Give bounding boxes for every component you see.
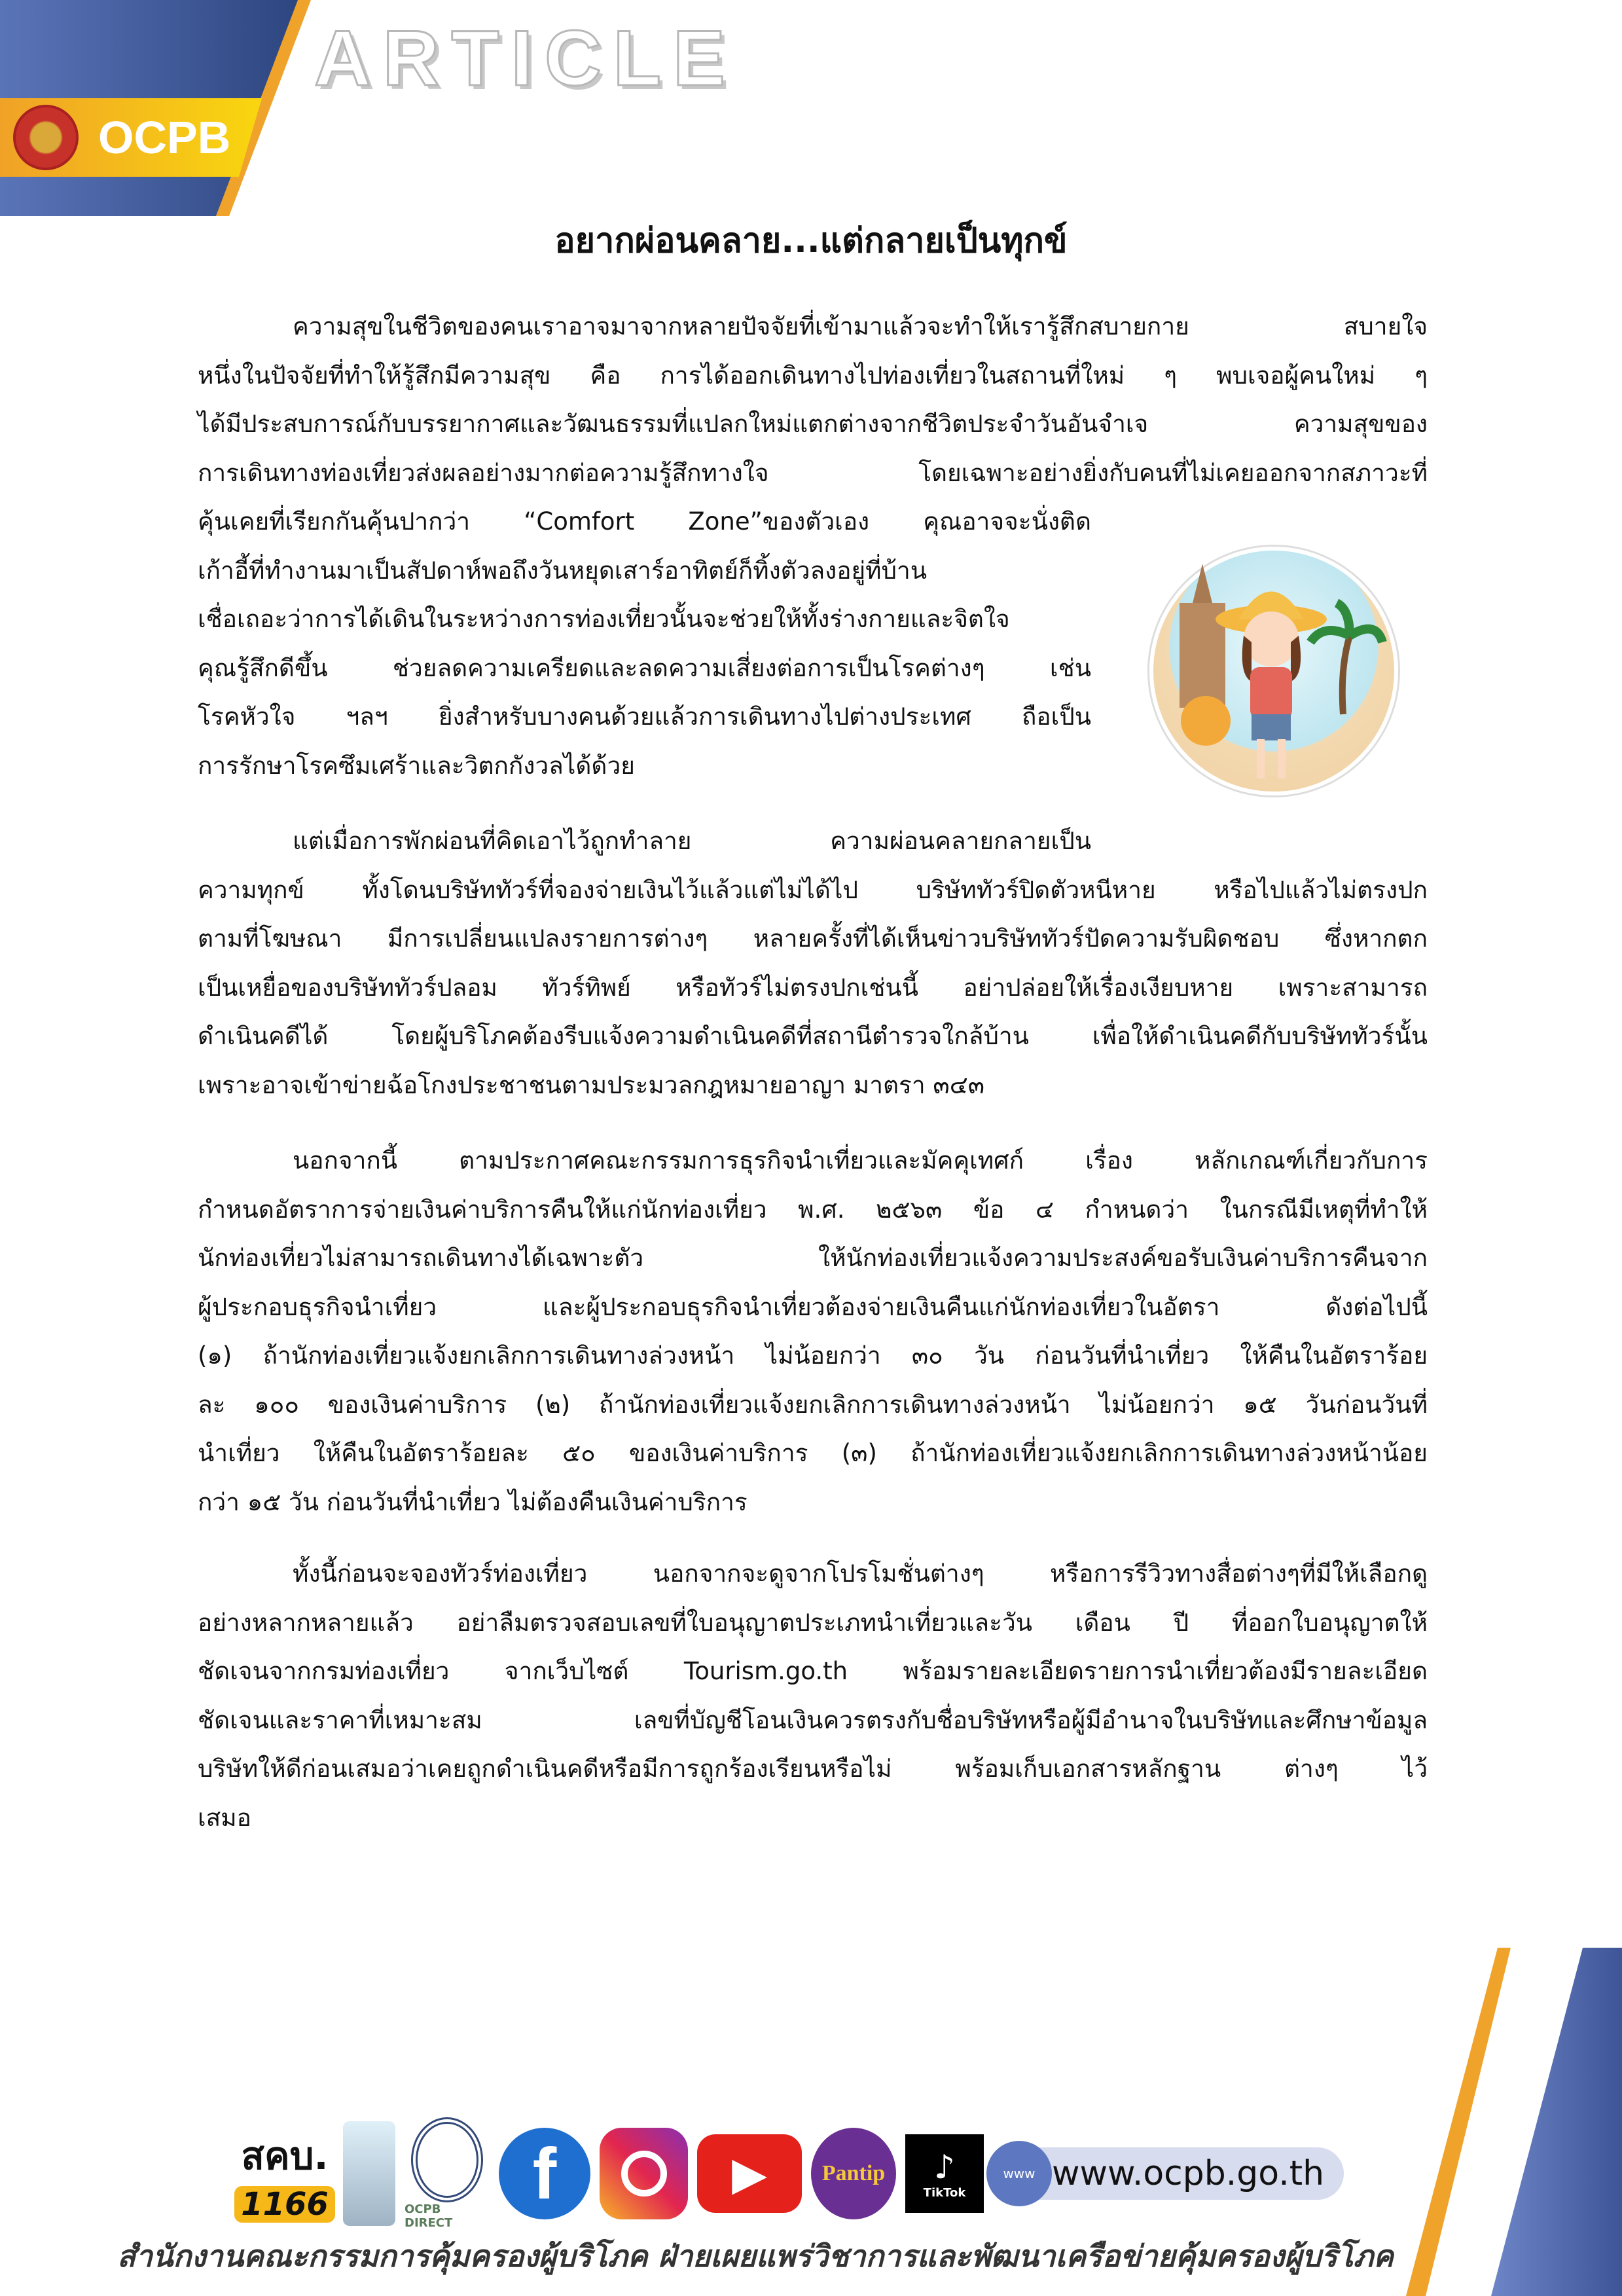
hotline-number: 1166 — [234, 2186, 335, 2223]
text-line: ชัดเจนจากกรมท่องเที่ยว จากเว็บไซต์ Tourism.go.th พร้อมรายละเอียดรายการนำเที่ยวต้องมีรายละเอียด — [198, 1657, 1428, 1685]
ocpb-seal-logo — [13, 105, 79, 170]
text-line: เพราะอาจเข้าข่ายฉ้อโกงประชาชนตามประมวลกฎหมายอาญา มาตรา ๓๔๓ — [198, 1070, 984, 1099]
website-link[interactable] — [993, 2147, 1344, 2200]
text-line: ชัดเจนและราคาที่เหมาะสม เลขที่บัญชีโอนเงินควรตรงกับชื่อบริษัทหรือผู้มีอำนาจในบริษัทและศึกษาข้อมูล — [198, 1705, 1428, 1734]
footer-caption: สำนักงานคณะกรรมการคุ้มครองผู้บริโภค ฝ่ายเผยแพร่วิชาการและพัฒนาเครือข่ายคุ้มครองผู้บริโภค — [117, 2238, 1394, 2274]
text-line: หนึ่งในปัจจัยที่ทำให้รู้สึกมีความสุข คือ การได้ออกเดินทางไปท่องเที่ยวในสถานที่ใหม่ ๆ พบเจอผู้คนใหม่ ๆ — [198, 361, 1428, 390]
text-line: อย่างหลากหลายแล้ว อย่าลืมตรวจสอบเลขที่ใบอนุญาตประเภทนำเที่ยวและวัน เดือน ปี ที่ออกใบอนุญาตให้ — [198, 1608, 1428, 1637]
page-title: อยากผ่อนคลาย...แต่กลายเป็นทุกข์ — [554, 221, 1068, 261]
text-line: กำหนดอัตราการจ่ายเงินค่าบริการคืนให้แก่นักท่องเที่ยว พ.ศ. ๒๕๖๓ ข้อ ๔ กำหนดว่า ในกรณีมีเหตุที่ทำให้ — [198, 1195, 1428, 1224]
text-line: ได้มีประสบการณ์กับบรรยากาศและวัฒนธรรมที่แปลกใหม่แตกต่างจากชีวิตประจำวันอันจำเจ ความสุขของ — [198, 410, 1428, 438]
article-watermark: ARTICLE — [314, 14, 737, 102]
text-line: บริษัทให้ดีก่อนเสมอว่าเคยถูกดำเนินคดีหรือมีการถูกร้องเรียนหรือไม่ พร้อมเก็บเอกสารหลักฐาน ต่างๆ ไว้ — [198, 1755, 1428, 1783]
ocpb-direct-label: OCPB DIRECT — [405, 2202, 453, 2230]
text-line: ตามที่โฆษณา มีการเปลี่ยนแปลงรายการต่างๆ หลายครั้งที่ได้เห็นข่าวบริษัททัวร์ปัดความรับผิดชอบ ซึ่งหากตก — [198, 924, 1428, 953]
paragraph-4 — [198, 1550, 1428, 1842]
text-line: เชื่อเถอะว่าการได้เดินในระหว่างการท่องเที่ยวนั้นจะช่วยให้ทั้งร่างกายและจิตใจ — [198, 605, 1010, 633]
youtube-icon[interactable]: ▶ — [697, 2134, 802, 2213]
text-line: เสมอ — [198, 1803, 251, 1832]
text-line: ดำเนินคดีได้ โดยผู้บริโภคต้องรีบแจ้งความดำเนินคดีที่สถานีตำรวจใกล้บ้าน เพื่อให้ดำเนินคดีกับบริษัททัวร์นั้น — [198, 1022, 1428, 1050]
instagram-icon[interactable] — [600, 2128, 688, 2219]
brand-label: OCPB — [98, 112, 231, 163]
text-line: คุณรู้สึกดีขึ้น ช่วยลดความเครียดและลดความเสี่ยงต่อการเป็นโรคต่างๆ เช่น — [198, 653, 1091, 682]
text-line: นักท่องเที่ยวไม่สามารถเดินทางได้เฉพาะตัว ให้นักท่องเที่ยวแจ้งความประสงค์ขอรับเงินค่าบริการคืนจาก — [198, 1244, 1428, 1272]
website-url[interactable]: www.ocpb.go.th — [1052, 2154, 1325, 2193]
paragraph-2 — [198, 817, 1428, 1110]
tiktok-icon[interactable]: ♪ TikTok — [905, 2134, 984, 2213]
text-line: นำเที่ยว ให้คืนในอัตราร้อยละ ๕๐ ของเงินค่าบริการ (๓) ถ้านักท่องเที่ยวแจ้งยกเลิกการเดินทางล่วงหน้าน้อย — [198, 1439, 1428, 1467]
pantip-icon[interactable]: Pantip — [811, 2128, 896, 2219]
ocpb-direct-icon[interactable] — [405, 2117, 490, 2230]
hotline-1166-logo[interactable] — [236, 2125, 334, 2223]
text-line: ความสุขในชีวิตของคนเราอาจมาจากหลายปัจจัยที่เข้ามาแล้วจะทำให้เรารู้สึกสบายกาย สบายใจ — [293, 312, 1428, 340]
text-line: แต่เมื่อการพักผ่อนที่คิดเอาไว้ถูกทำลาย ความผ่อนคลายกลายเป็น — [293, 827, 1091, 855]
mascot-icon — [343, 2121, 395, 2226]
text-line: เก้าอี้ที่ทำงานมาเป็นสัปดาห์พอถึงวันหยุดเสาร์อาทิตย์ก็ทิ้งตัวลงอยู่ที่บ้าน — [198, 556, 928, 585]
globe-icon: www — [986, 2141, 1052, 2206]
text-line: ผู้ประกอบธุรกิจนำเที่ยว และผู้ประกอบธุรกิจนำเที่ยวต้องจ่ายเงินคืนแก่นักท่องเที่ยวในอัตรา ดังต่อไปนี้ — [198, 1292, 1428, 1321]
text-line: ทั้งนี้ก่อนจะจองทัวร์ท่องเที่ยว นอกจากจะดูจากโปรโมชั่นต่างๆ หรือการรีวิวทางสื่อต่างๆที่มีให้เลือกดู — [293, 1559, 1428, 1588]
text-line: การเดินทางท่องเที่ยวส่งผลอย่างมากต่อความรู้สึกทางใจ โดยเฉพาะอย่างยิ่งกับคนที่ไม่เคยออกจากสภาวะที่ — [198, 458, 1428, 487]
text-line: ความทุกข์ ทั้งโดนบริษัททัวร์ที่จองจ่ายเงินไว้แล้วแต่ไม่ได้ไป บริษัททัวร์ปิดตัวหนีหาย หรือไปแล้วไม่ตรงปก — [198, 875, 1428, 904]
text-line: การรักษาโรคซึมเศร้าและวิตกกังวลได้ด้วย — [198, 751, 635, 780]
text-line: เป็นเหยื่อของบริษัททัวร์ปลอม ทัวร์ทิพย์ หรือทัวร์ไม่ตรงปกเช่นนี้ อย่าปล่อยให้เรื่องเงียบหาย เพราะสามารถ — [198, 973, 1428, 1002]
text-line: คุ้นเคยที่เรียกกันคุ้นปากว่า “Comfort Zone”ของตัวเอง คุณอาจจะนั่งติด — [198, 507, 1091, 536]
text-line: กว่า ๑๕ วัน ก่อนวันที่นำเที่ยว ไม่ต้องคืนเงินค่าบริการ — [198, 1487, 748, 1516]
social-icons-bar — [236, 2118, 1344, 2229]
text-line: (๑) ถ้านักท่องเที่ยวแจ้งยกเลิกการเดินทางล่วงหน้า ไม่น้อยกว่า ๓๐ วัน ก่อนวันที่นำเที่ยว ให้คืนในอัตราร้อย — [198, 1341, 1428, 1370]
facebook-icon[interactable]: f — [499, 2128, 590, 2219]
paragraph-3 — [198, 1137, 1428, 1527]
text-line: ละ ๑๐๐ ของเงินค่าบริการ (๒) ถ้านักท่องเที่ยวแจ้งยกเลิกการเดินทางล่วงหน้า ไม่น้อยกว่า ๑๕ วันก่อนวันที่ — [198, 1390, 1428, 1419]
text-line: นอกจากนี้ ตามประกาศคณะกรรมการธุรกิจนำเที่ยวและมัคคุเทศก์ เรื่อง หลักเกณฑ์เกี่ยวกับการ — [293, 1146, 1428, 1175]
hotline-name: สคบ. — [241, 2133, 329, 2178]
text-line: โรคหัวใจ ฯลฯ ยิ่งสำหรับบางคนด้วยแล้วการเดินทางไปต่างประเทศ ถือเป็น — [198, 702, 1091, 731]
traveler-illustration — [1149, 547, 1398, 795]
